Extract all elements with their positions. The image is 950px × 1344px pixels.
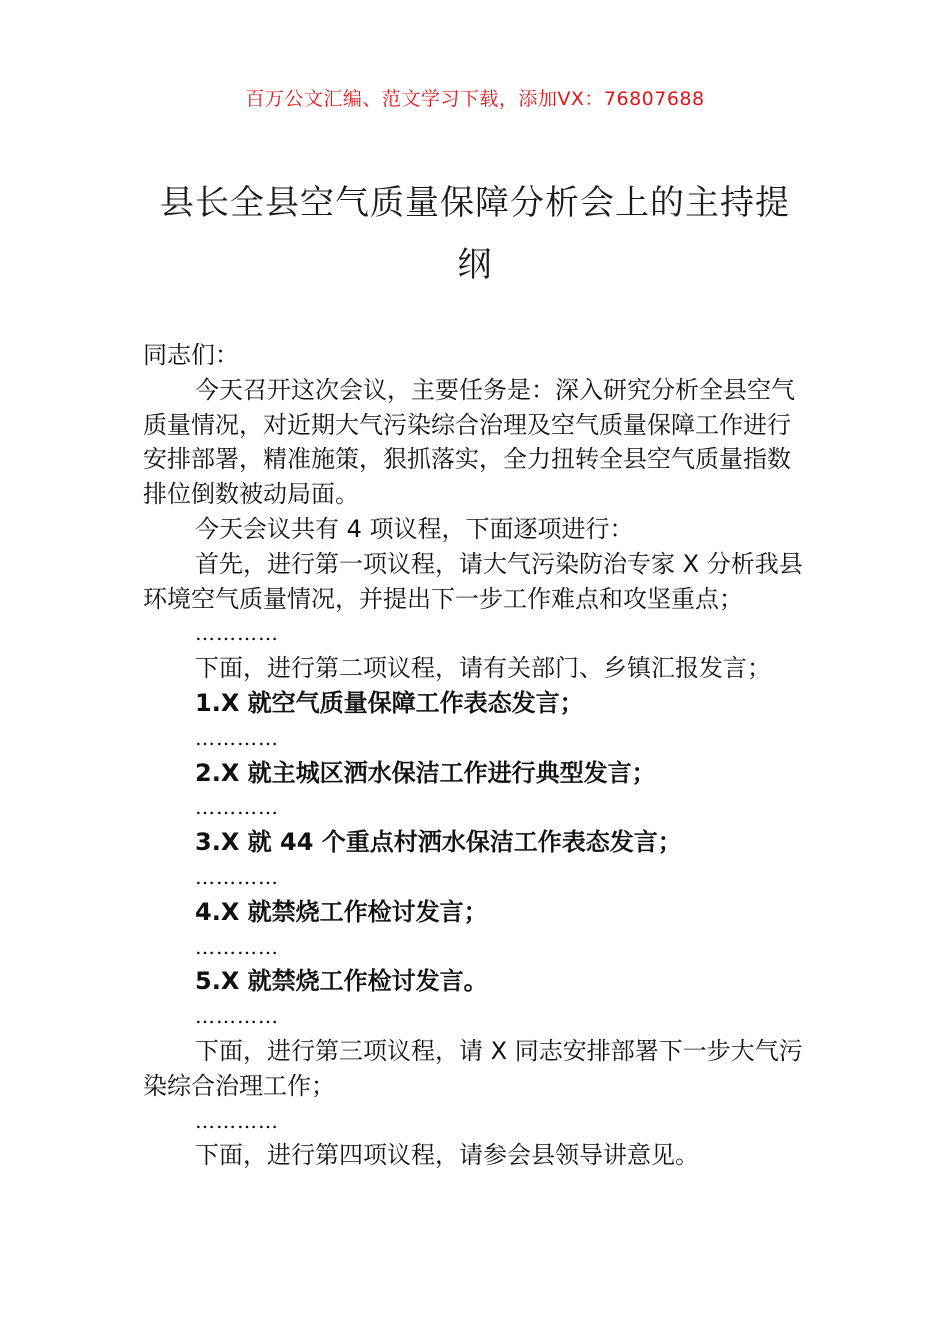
ellipsis-4: ………… — [195, 864, 279, 889]
speaker-item-3: 3.X 就 44 个重点村洒水保洁工作表态发言； — [195, 828, 682, 857]
paragraph-agenda-4: 下面，进行第四项议程，请参会县领导讲意见。 — [195, 1141, 699, 1170]
ellipsis-2: ………… — [195, 725, 279, 750]
paragraph-agenda-1: 首先，进行第一项议程，请大气污染防治专家 X 分析我县环境空气质量情况，并提出下一步工作难点和攻坚重点； — [143, 549, 803, 613]
speaker-item-2: 2.X 就主城区洒水保洁工作进行典型发言； — [195, 758, 656, 787]
paragraph-agenda-2: 下面，进行第二项议程，请有关部门、乡镇汇报发言； — [195, 654, 771, 683]
speaker-item-4: 4.X 就禁烧工作检讨发言； — [195, 897, 488, 926]
ellipsis-3: ………… — [195, 795, 279, 820]
page-title: 县长全县空气质量保障分析会上的主持提纲 — [160, 183, 790, 285]
ellipsis-7: ………… — [195, 1108, 279, 1133]
greeting: 同志们： — [143, 341, 239, 369]
ellipsis-6: ………… — [195, 1004, 279, 1029]
ellipsis-1: ………… — [195, 621, 279, 646]
paragraph-agenda-count: 今天会议共有 4 项议程，下面逐项进行： — [195, 514, 634, 543]
paragraph-agenda-3: 下面，进行第三项议程，请 X 同志安排部署下一步大气污染综合治理工作； — [143, 1036, 803, 1100]
speaker-item-1: 1.X 就空气质量保障工作表态发言； — [195, 688, 584, 717]
header-note: 百万公文汇编、范文学习下载，添加VX：76807688 — [245, 88, 705, 110]
paragraph-intro: 今天召开这次会议，主要任务是：深入研究分析全县空气质量情况，对近期大气污染综合治理及空气质量保障工作进行安排部署，精准施策，狠抓落实，全力扭转全县空气质量指数排位倒数被动局面。 — [143, 375, 795, 509]
speaker-item-5: 5.X 就禁烧工作检讨发言。 — [195, 967, 488, 996]
document-body — [143, 338, 811, 1173]
ellipsis-5: ………… — [195, 934, 279, 959]
